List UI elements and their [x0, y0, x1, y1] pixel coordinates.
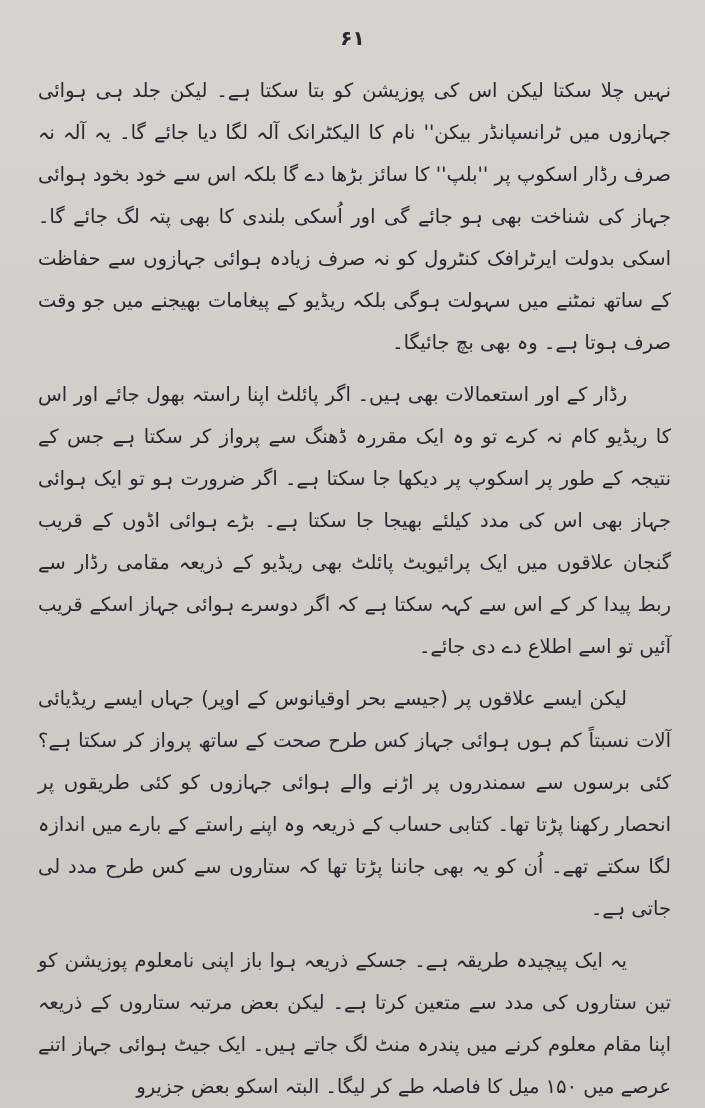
paragraph-3: لیکن ایسے علاقوں پر (جیسے بحر اوقیانوس کے اوپر) جہاں ایسے ریڈیائی آلات نسبتاً کم ہوں ہوائی جہاز کس طرح صحت کے ساتھ پرواز کر سکتا ہے؟ کئی برسوں سے سمندروں پر اڑنے والے ہوائی جہازوں کو کئی طریقوں پر انحصار رکھنا پڑتا تھا۔ کتابی حساب کے ذریعہ وہ اپنے راستے کے بارے میں اندازہ لگا سکتے تھے۔ اُن کو یہ بھی جاننا پڑتا تھا کہ ستاروں سے کس طرح مدد لی جاتی ہے۔: [38, 687, 671, 920]
paragraph-2: رڈار کے اور استعمالات بھی ہیں۔ اگر پائلٹ اپنا راستہ بھول جائے اور اس کا ریڈیو کام نہ کرے تو وہ ایک مقررہ ڈھنگ سے پرواز کر سکتا ہے جس کے نتیجہ کے طور پر اسکوپ پر دیکھا جا سکتا ہے۔ اگر ضرورت ہو تو ایک ہوائی جہاز بھی اس کی مدد کیلئے بھیجا جا سکتا ہے۔ بڑے ہوائی اڈوں کے قریب گنجان علاقوں میں ایک پرائیویٹ پائلٹ بھی ریڈیو کے ذریعہ مقامی رڈار سے ربط پیدا کر کے اس سے کہہ سکتا ہے کہ اگر دوسرے ہوائی جہاز اسکے قریب آئیں تو اسے اطلاع دے دی جائے۔: [38, 383, 671, 658]
paragraph-4: یہ ایک پیچیدہ طریقہ ہے۔ جسکے ذریعہ ہوا باز اپنی نامعلوم پوزیشن کو تین ستاروں کی مدد سے متعین کرتا ہے۔ لیکن بعض مرتبہ ستاروں کے ذریعہ اپنا مقام معلوم کرنے میں پندرہ منٹ لگ جاتے ہیں۔ ایک جیٹ ہوائی جہاز اتنے عرصے میں ۱۵۰ میل کا فاصلہ طے کر لیگا۔ البتہ اسکو بعض جزیرو: [38, 949, 671, 1098]
page-number: ۶۱: [340, 26, 365, 50]
body-text: [38, 70, 671, 1108]
paragraph-1: نہیں چلا سکتا لیکن اس کی پوزیشن کو بتا سکتا ہے۔ لیکن جلد ہی ہوائی جہازوں میں ٹرانسپانڈر بیکن'' نام کا الیکٹرانک آلہ لگا دیا جائے گا۔ یہ آلہ نہ صرف رڈار اسکوپ پر ''بلپ'' کا سائز بڑھا دے گا بلکہ اس سے خود بخود ہوائی جہاز کی شناخت بھی ہو جائے گی اور اُسکی بلندی کا بھی پتہ لگ جائے گا۔ اسکی بدولت ایرٹرافک کنٹرول کو نہ صرف زیادہ ہوائی جہازوں سے حفاظت کے ساتھ نمٹنے میں سہولت ہوگی بلکہ ریڈیو کے پیغامات بھیجنے میں جو وقت صرف ہوتا ہے۔ وہ بھی بچ جائیگا۔: [38, 79, 671, 354]
